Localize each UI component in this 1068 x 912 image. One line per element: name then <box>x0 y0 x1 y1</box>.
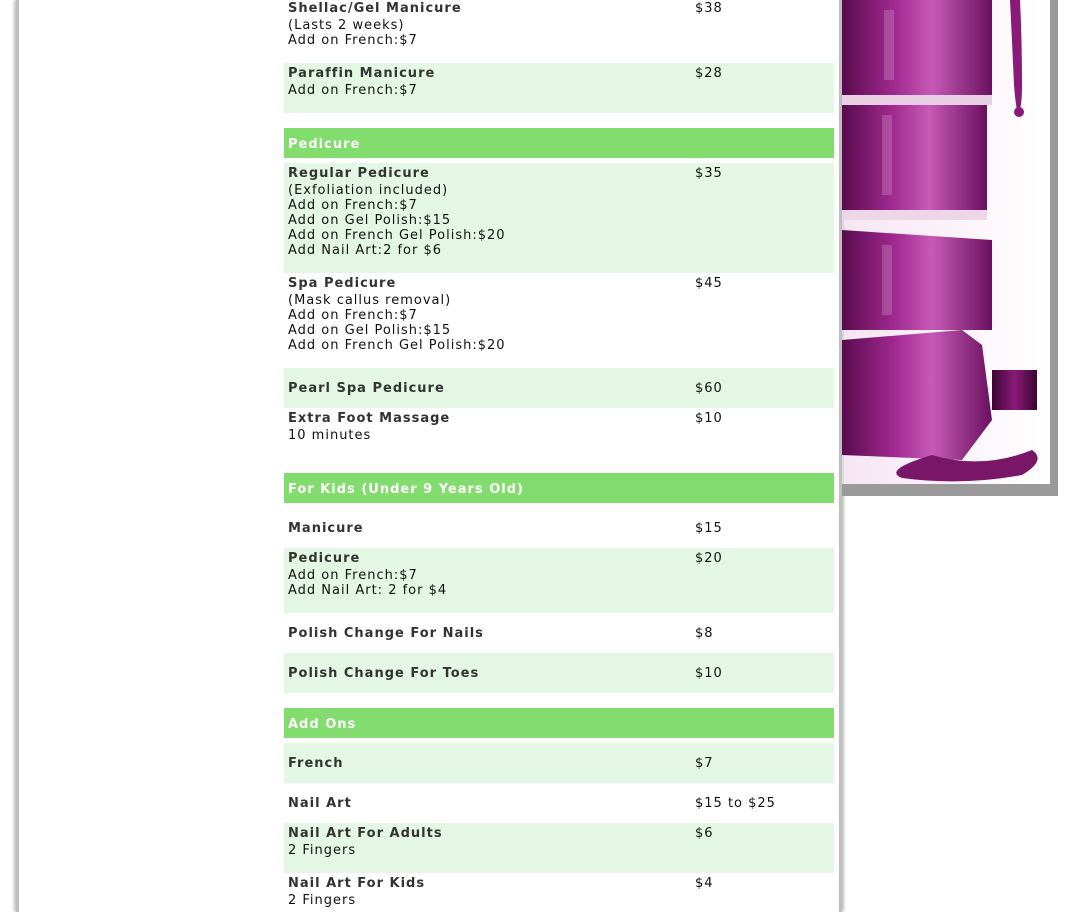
section-header-kids <box>284 473 834 503</box>
service-price: $38 <box>695 1 723 16</box>
service-row-paraffin <box>284 63 834 113</box>
service-name: Manicure <box>288 521 364 536</box>
service-row-kids-pedicure <box>284 548 834 613</box>
service-row-pearl-spa <box>284 368 834 408</box>
service-name: Extra Foot Massage <box>288 411 451 426</box>
service-row-french <box>284 743 834 783</box>
service-row-nail-art-adults <box>284 823 834 873</box>
service-price: $20 <box>695 551 723 566</box>
service-price: $35 <box>695 166 723 181</box>
service-detail: (Lasts 2 weeks) <box>288 18 405 33</box>
service-row-kids-manicure <box>284 508 834 548</box>
service-detail: Add on French Gel Polish:$20 <box>288 338 506 353</box>
nail-polish-bottles-image <box>842 0 1058 496</box>
service-detail: 2 Fingers <box>288 843 357 858</box>
service-row-spa-pedicure <box>284 273 834 368</box>
service-detail: 2 Fingers <box>288 893 357 908</box>
service-name: French <box>288 756 344 771</box>
service-price: $10 <box>695 411 723 426</box>
service-name: Spa Pedicure <box>288 276 397 291</box>
service-name: Polish Change For Toes <box>288 666 480 681</box>
section-title: For Kids (Under 9 Years Old) <box>288 482 524 497</box>
section-title: Add Ons <box>288 717 357 732</box>
service-price: $7 <box>695 756 714 771</box>
service-price: $60 <box>695 381 723 396</box>
service-detail: Add Nail Art: 2 for $4 <box>288 583 448 598</box>
service-name: Polish Change For Nails <box>288 626 484 641</box>
service-row-regular-pedicure <box>284 163 834 273</box>
section-header-pedicure <box>284 128 834 158</box>
service-name: Nail Art For Kids <box>288 876 426 891</box>
service-detail: (Exfoliation included) <box>288 183 449 198</box>
service-name: Pedicure <box>288 551 361 566</box>
service-name: Pearl Spa Pedicure <box>288 381 445 396</box>
service-name: Shellac/Gel Manicure <box>288 1 462 16</box>
service-detail: Add on French:$7 <box>288 198 418 213</box>
service-detail: Add on Gel Polish:$15 <box>288 213 452 228</box>
service-detail: Add on French:$7 <box>288 83 418 98</box>
service-row-foot-massage <box>284 408 834 468</box>
service-detail: 10 minutes <box>288 428 372 443</box>
service-price: $45 <box>695 276 723 291</box>
service-detail: Add on French:$7 <box>288 308 418 323</box>
service-row-nail-art <box>284 783 834 823</box>
service-detail: Add on French:$7 <box>288 33 418 48</box>
service-name: Paraffin Manicure <box>288 66 436 81</box>
section-title: Pedicure <box>288 137 361 152</box>
service-row-shellac <box>284 0 834 60</box>
service-detail: Add Nail Art:2 for $6 <box>288 243 443 258</box>
service-name: Nail Art <box>288 796 352 811</box>
service-price: $15 to $25 <box>695 796 776 811</box>
service-detail: (Mask callus removal) <box>288 293 452 308</box>
service-price: $10 <box>695 666 723 681</box>
service-detail: Add on French Gel Polish:$20 <box>288 228 506 243</box>
service-price: $15 <box>695 521 723 536</box>
service-name: Nail Art For Adults <box>288 826 443 841</box>
service-row-nail-art-kids <box>284 873 834 912</box>
service-row-polish-toes <box>284 653 834 693</box>
section-header-addons <box>284 708 834 738</box>
service-detail: Add on Gel Polish:$15 <box>288 323 452 338</box>
service-row-polish-nails <box>284 613 834 653</box>
service-price: $8 <box>695 626 714 641</box>
service-price: $6 <box>695 826 714 841</box>
service-price: $28 <box>695 66 723 81</box>
service-detail: Add on French:$7 <box>288 568 418 583</box>
service-price: $4 <box>695 876 714 891</box>
service-name: Regular Pedicure <box>288 166 430 181</box>
